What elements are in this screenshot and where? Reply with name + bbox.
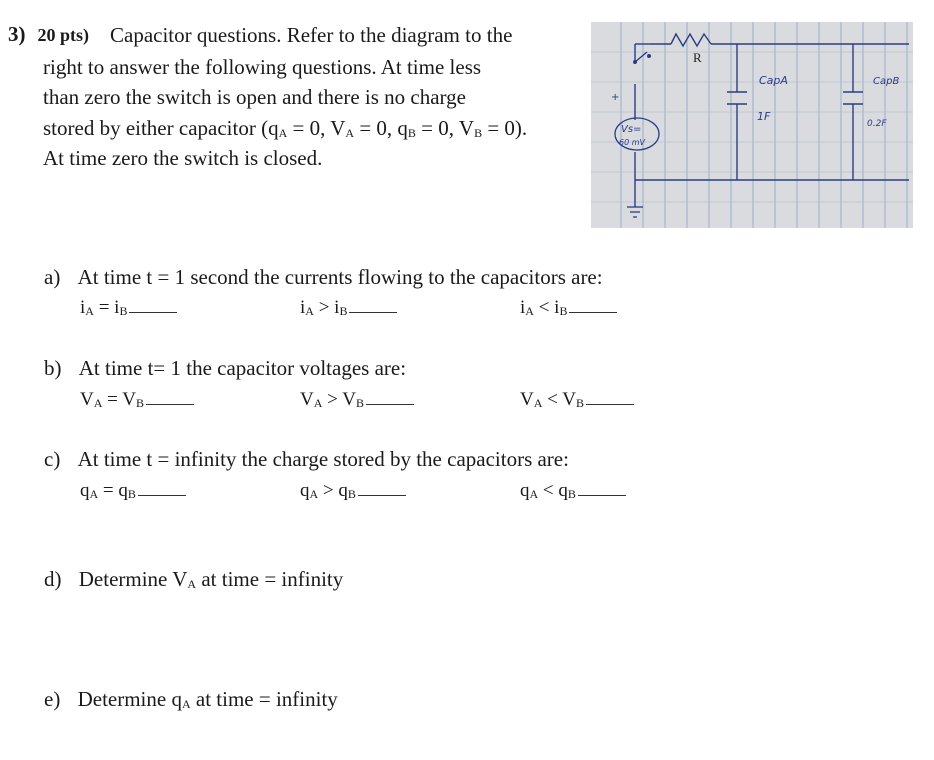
answer-blank[interactable] (349, 297, 397, 313)
cap-a-label: CapA (759, 74, 788, 87)
circuit-diagram (591, 22, 913, 228)
question-number (8, 22, 89, 47)
part-d (44, 567, 343, 592)
question-line-3: than zero the switch is open and there is no charge (43, 85, 466, 109)
part-e-text: Determine $q_A$ at time = infinity (77, 687, 338, 711)
resistor-label: R (693, 50, 702, 65)
part-d-label: d) (44, 567, 62, 591)
part-c-label: c) (44, 447, 61, 471)
part-c-option-2: $q_A > q_B$ (300, 480, 406, 502)
part-a-option-3: $i_A < i_B$ (520, 297, 617, 319)
part-c-option-1: $q_A = q_B$ (80, 480, 186, 502)
part-b (44, 356, 406, 381)
part-c-text: At time t = infinity the charge stored by the capacitors are: (77, 447, 569, 471)
answer-blank[interactable] (366, 389, 414, 405)
part-a-option-2: $i_A > i_B$ (300, 297, 397, 319)
points-label: 20 pts) (37, 25, 90, 45)
cap-b-label: CapB (873, 76, 900, 87)
question-line-1: Capacitor questions. Refer to the diagram to the (110, 23, 513, 47)
source-label-2: 60 mV (619, 138, 645, 147)
part-b-option-2: $V_A > V_B$ (300, 389, 414, 411)
answer-blank[interactable] (146, 389, 194, 405)
part-a-label: a) (44, 265, 61, 289)
part-c-option-3: $q_A < q_B$ (520, 480, 626, 502)
part-b-option-3: $V_A < V_B$ (520, 389, 634, 411)
part-a (44, 265, 603, 290)
part-b-option-1: $V_A = V_B$ (80, 389, 194, 411)
part-c (44, 447, 569, 472)
cap-b-value: 0.2F (867, 119, 887, 129)
part-e-label: e) (44, 687, 61, 711)
plus-sign: + (611, 92, 620, 103)
part-b-label: b) (44, 356, 62, 380)
part-d-text: Determine $V_A$ at time = infinity (78, 567, 344, 591)
answer-blank[interactable] (138, 480, 186, 496)
question-line-2: right to answer the following questions. At time less (43, 55, 482, 79)
answer-blank[interactable] (358, 480, 406, 496)
answer-blank[interactable] (129, 297, 177, 313)
answer-blank[interactable] (569, 297, 617, 313)
question-number-label: 3) (8, 22, 26, 46)
source-label-1: Vs= (621, 124, 642, 135)
part-b-text: At time t= 1 the capacitor voltages are: (78, 356, 407, 380)
part-a-option-1: $i_A = i_B$ (80, 297, 177, 319)
answer-blank[interactable] (578, 480, 626, 496)
question-line-4: stored by either capacitor ($q_A = 0$, $V_A = 0$, $q_B = 0$, $V_B = 0$). (43, 116, 528, 140)
part-a-text: At time t = 1 second the currents flowing to the capacitors are: (77, 265, 603, 289)
question-line-5: At time zero the switch is closed. (43, 146, 323, 170)
cap-a-value: 1F (757, 110, 771, 123)
answer-blank[interactable] (586, 389, 634, 405)
part-e (44, 687, 338, 712)
